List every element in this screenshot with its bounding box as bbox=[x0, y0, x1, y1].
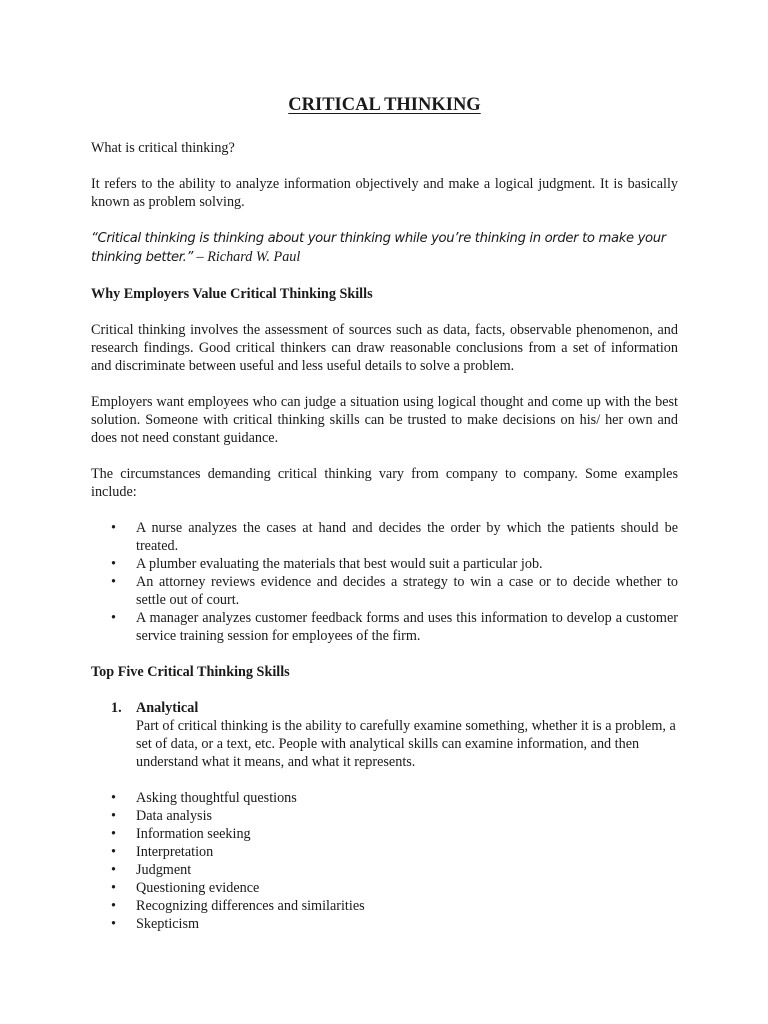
document-title: CRITICAL THINKING bbox=[288, 95, 481, 115]
list-item: • Interpretation bbox=[111, 844, 214, 860]
paragraph-assessment: Critical thinking involves the assessment of sources such as data, facts, observable phenomenon, and research findings. Good critical thinkers can draw reasonable conclusions from a set of information and discriminate between useful and less useful details to solve a problem. bbox=[91, 322, 678, 374]
list-item: • An attorney reviews evidence and decides a strategy to win a case or to decide whether to settle out of court. bbox=[111, 574, 678, 608]
section-heading-top-five: Top Five Critical Thinking Skills bbox=[91, 664, 290, 680]
bullet-glyph: • bbox=[111, 880, 116, 896]
bullet-glyph: • bbox=[111, 808, 116, 824]
definition-paragraph: It refers to the ability to analyze information objectively and make a logical judgment. It is basically known as problem solving. bbox=[91, 176, 678, 210]
list-item: • Skepticism bbox=[111, 916, 200, 932]
bullet-glyph: • bbox=[111, 916, 116, 932]
list-item: • Asking thoughtful questions bbox=[111, 790, 297, 806]
list-item: • Data analysis bbox=[111, 808, 213, 824]
list-item: • A nurse analyzes the cases at hand and decides the order by which the patients should be treated. bbox=[111, 520, 678, 554]
bullet-glyph: • bbox=[111, 862, 116, 878]
skill-number: 1. bbox=[111, 700, 122, 716]
skill-description: Part of critical thinking is the ability to carefully examine something, whether it is a problem, a set of data, or a text, etc. People with analytical skills can examine information, and then understand what it means, and what it represents. bbox=[136, 718, 676, 770]
document-page bbox=[91, 94, 678, 933]
quote-block bbox=[91, 229, 678, 267]
analytical-items-list bbox=[91, 789, 678, 933]
quote-author: – Richard W. Paul bbox=[193, 249, 301, 265]
skill-item-analytical bbox=[91, 699, 678, 771]
bullet-glyph: • bbox=[111, 898, 116, 914]
bullet-glyph: • bbox=[111, 556, 116, 572]
paragraph-employers-want: Employers want employees who can judge a situation using logical thought and come up with the best solution. Someone with critical thinking skills can be trusted to make decisions on his/ her own and does not need constant guidance. bbox=[91, 394, 678, 446]
question-text: What is critical thinking? bbox=[91, 140, 235, 156]
list-item: • A plumber evaluating the materials that best would suit a particular job. bbox=[111, 556, 543, 572]
bullet-glyph: • bbox=[111, 790, 116, 806]
bullet-glyph: • bbox=[111, 826, 116, 842]
bullet-glyph: • bbox=[111, 520, 116, 536]
bullet-glyph: • bbox=[111, 844, 116, 860]
paragraph-circumstances: The circumstances demanding critical thinking vary from company to company. Some examples include: bbox=[91, 466, 678, 500]
skills-list bbox=[91, 699, 678, 771]
section-heading-employers: Why Employers Value Critical Thinking Skills bbox=[91, 286, 373, 302]
list-item: • Questioning evidence bbox=[111, 880, 260, 896]
list-item: • Recognizing differences and similarities bbox=[111, 898, 365, 914]
list-item: • Judgment bbox=[111, 862, 192, 878]
examples-list bbox=[91, 519, 678, 645]
skill-name: Analytical bbox=[136, 700, 199, 716]
quote-text: “Critical thinking is thinking about your thinking while you’re thinking in order to make your thinking better.” bbox=[91, 231, 666, 265]
list-item: • Information seeking bbox=[111, 826, 251, 842]
bullet-glyph: • bbox=[111, 610, 116, 626]
bullet-glyph: • bbox=[111, 574, 116, 590]
list-item: • A manager analyzes customer feedback forms and uses this information to develop a customer service training session for employees of the firm. bbox=[111, 610, 678, 644]
